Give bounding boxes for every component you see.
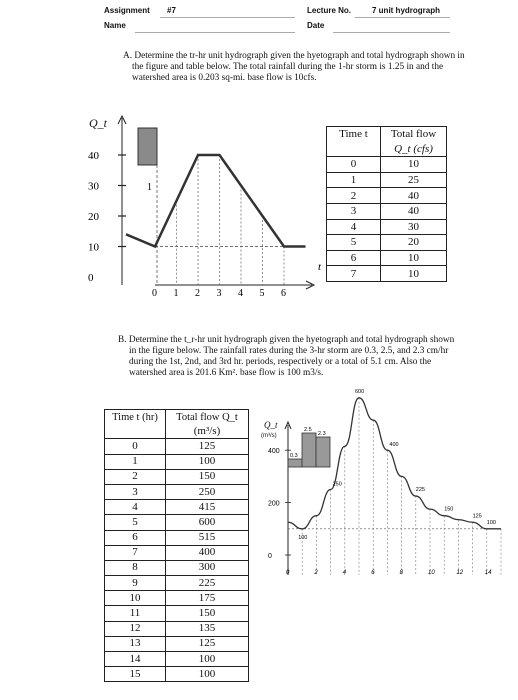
- chart-a-x-tick-label: 6: [281, 288, 286, 299]
- table-b-row: [105, 636, 249, 651]
- table-b-time-cell: 12: [105, 621, 166, 636]
- table-b-row: [105, 560, 249, 575]
- table-a-row: [327, 235, 447, 251]
- table-b: [104, 409, 249, 682]
- chart-a-x-tick-label: 5: [259, 288, 265, 299]
- table-a-flow-cell: 10: [381, 157, 447, 173]
- name-label: Name: [104, 21, 126, 30]
- table-b-row: [105, 652, 249, 667]
- lecture-line: [355, 17, 450, 18]
- chart-b-rain-bar: [302, 433, 316, 467]
- chart-a-x-tick-label: 0: [152, 288, 157, 299]
- chart-a-x-tick-label: 3: [216, 288, 222, 299]
- table-a-flow-cell: 40: [381, 203, 447, 219]
- chart-a-y-label: Q_t: [89, 116, 107, 130]
- chart-a: [80, 110, 330, 300]
- table-b-flow-cell: 100: [166, 667, 249, 682]
- table-a-row: [327, 157, 447, 173]
- chart-b-y-tick-label: 200: [268, 500, 280, 508]
- table-b-flow-cell: 135: [166, 621, 249, 636]
- chart-a-x-tick-label: 1: [173, 288, 179, 299]
- table-b-flow-cell: 415: [166, 500, 249, 515]
- table-b-row: [105, 545, 249, 560]
- chart-b-x-tick-label: 14: [484, 570, 492, 576]
- table-a-row: [327, 172, 447, 188]
- table-b-flow-cell: 515: [166, 530, 249, 545]
- table-b-flow-cell: 400: [166, 545, 249, 560]
- table-b-time-cell: 2: [105, 469, 166, 484]
- table-a-header-time: Time t: [327, 127, 381, 142]
- chart-a-x-tick-label: 2: [195, 288, 200, 299]
- chart-b-x-tick-label: 0: [286, 570, 290, 576]
- assignment-label: Assignment: [104, 6, 150, 15]
- table-a-time-cell: 3: [327, 203, 381, 219]
- chart-b-x-tick-label: 6: [371, 570, 375, 576]
- chart-b-x-tick-label: 2: [314, 570, 318, 576]
- table-b-time-cell: 10: [105, 591, 166, 606]
- table-b-time-cell: 7: [105, 545, 166, 560]
- table-a-flow-cell: 10: [381, 250, 447, 266]
- table-a-flow-cell: 10: [381, 266, 447, 282]
- table-b-flow-cell: 150: [166, 469, 249, 484]
- table-b-time-cell: 15: [105, 667, 166, 682]
- table-b-flow-cell: 175: [166, 591, 249, 606]
- table-b-time-cell: 3: [105, 484, 166, 499]
- table-b-row: [105, 500, 249, 515]
- assignment-line: [160, 17, 295, 18]
- table-a-time-cell: 4: [327, 219, 381, 235]
- chart-a-y-tick-label: 0: [88, 272, 94, 284]
- table-b-flow-cell: 150: [166, 606, 249, 621]
- chart-a-x-tick-label: 4: [238, 288, 243, 299]
- table-b-row: [105, 530, 249, 545]
- chart-b-point-label: 600: [355, 388, 365, 395]
- table-b-row: [105, 667, 249, 682]
- table-b-row: [105, 591, 249, 606]
- table-b-row: [105, 439, 249, 454]
- table-a-flow-cell: 30: [381, 219, 447, 235]
- table-a-time-cell: 6: [327, 250, 381, 266]
- problem-b-text: B. Determine the t_r-hr unit hydrograph given the hyetograph and total hydrograph shown in the figure below. The rainfall rates during the 3-hr storm are 0.3, 2.5, and 2.3 cm/hr during the 1st, 2nd, and 3rd hr. periods, respectively or a total of 5.1 cm. Also the watershed area is 201.6 Km². base flow is 100 m3/s.: [118, 335, 455, 378]
- table-b-flow-cell: 225: [166, 576, 249, 591]
- table-a: [326, 126, 447, 282]
- chart-b-rain-label: 2.5: [304, 427, 312, 433]
- table-a-flow-cell: 20: [381, 235, 447, 251]
- chart-b-point-label: 125: [472, 513, 482, 520]
- table-a-flow-cell: 40: [381, 188, 447, 204]
- chart-b-y-label: Q_t: [264, 420, 278, 430]
- date-line: [333, 32, 450, 33]
- chart-b-point-label: 250: [332, 481, 342, 488]
- table-b-flow-cell: 125: [166, 636, 249, 651]
- table-b-header-unit: (m³/s): [166, 424, 249, 439]
- table-a-row: [327, 219, 447, 235]
- table-a-row: [327, 266, 447, 282]
- problem-a-text: A. Determine the tr-hr unit hydrograph given the hyetograph and total hydrograph shown in the figure and table below. The total rainfall during the 1-hr storm is 1.25 in and the watershed area is 0.203 sq-mi. base flow is 10cfs.: [123, 51, 465, 83]
- table-b-header-time: Time t (hr): [105, 410, 166, 425]
- table-b-flow-cell: 125: [166, 439, 249, 454]
- table-b-flow-cell: 250: [166, 484, 249, 499]
- table-b-time-cell: 6: [105, 530, 166, 545]
- table-b-row: [105, 606, 249, 621]
- table-a-header-unit: Q_t (cfs): [381, 142, 447, 157]
- chart-a-y-tick-label: 10: [88, 241, 99, 254]
- chart-b-x-tick-label: 8: [399, 570, 403, 576]
- lecture-label: Lecture No.: [307, 6, 352, 15]
- table-b-row: [105, 469, 249, 484]
- table-b-row: [105, 515, 249, 530]
- chart-b-y-tick-label: 0: [268, 553, 272, 560]
- chart-a-rain-bar: [138, 128, 157, 165]
- table-b-time-cell: 4: [105, 500, 166, 515]
- table-b-time-cell: 5: [105, 515, 166, 530]
- table-b-time-cell: 13: [105, 636, 166, 651]
- table-a-header-flow: Total flow: [390, 128, 437, 141]
- chart-b-x-tick-label: 10: [428, 570, 435, 576]
- name-line: [135, 32, 295, 33]
- chart-b-rain-label: 2.3: [318, 431, 326, 437]
- chart-a-x-label: t: [318, 261, 322, 273]
- table-a-time-cell: 7: [327, 266, 381, 282]
- chart-b-rain-bar: [288, 459, 302, 467]
- table-b-row: [105, 454, 249, 469]
- table-b-time-cell: 14: [105, 652, 166, 667]
- chart-b-point-label: 225: [415, 487, 425, 494]
- table-a-flow-cell: 25: [381, 172, 447, 188]
- table-b-header-flow: Total flow Q_t: [176, 411, 238, 423]
- date-label: Date: [307, 21, 325, 30]
- chart-b-point-label: 150: [444, 506, 454, 513]
- chart-a-rain-label: 1: [147, 182, 152, 193]
- chart-b-rain-bar: [316, 437, 330, 467]
- table-b-time-cell: 8: [105, 560, 166, 575]
- chart-b-point-label: 100: [486, 519, 496, 526]
- table-a-row: [327, 188, 447, 204]
- table-b-flow-cell: 600: [166, 515, 249, 530]
- table-b-time-cell: 1: [105, 454, 166, 469]
- table-b-row: [105, 484, 249, 499]
- chart-b-y-unit: (m³/s): [261, 433, 277, 439]
- table-b-time-cell: 11: [105, 606, 166, 621]
- chart-a-y-tick-label: 20: [88, 211, 99, 223]
- table-a-time-cell: 5: [327, 235, 381, 251]
- chart-a-y-tick-label: 30: [88, 180, 99, 193]
- table-b-flow-cell: 300: [166, 560, 249, 575]
- table-b-flow-cell: 100: [166, 652, 249, 667]
- chart-b-point-label: 400: [389, 442, 399, 449]
- chart-b-rain-label: 0.3: [290, 453, 298, 459]
- chart-a-y-tick-label: 40: [88, 150, 99, 162]
- table-b-flow-cell: 100: [166, 454, 249, 469]
- chart-a-hydrograph-line: [126, 155, 306, 247]
- table-a-time-cell: 0: [327, 157, 381, 173]
- chart-b-point-label: 100: [298, 534, 308, 541]
- chart-b-x-tick-label: 12: [456, 570, 464, 576]
- table-b-row: [105, 576, 249, 591]
- table-b-time-cell: 0: [105, 439, 166, 454]
- chart-b-y-tick-label: 400: [268, 448, 280, 456]
- assignment-number: #7: [167, 6, 176, 15]
- table-a-row: [327, 203, 447, 219]
- chart-b: [258, 388, 516, 595]
- table-b-row: [105, 621, 249, 636]
- lecture-value: 7 unit hydrograph: [372, 6, 440, 15]
- table-a-row: [327, 250, 447, 266]
- table-a-time-cell: 1: [327, 172, 381, 188]
- table-a-time-cell: 2: [327, 188, 381, 204]
- chart-b-x-tick-label: 4: [342, 570, 347, 576]
- table-b-time-cell: 9: [105, 576, 166, 591]
